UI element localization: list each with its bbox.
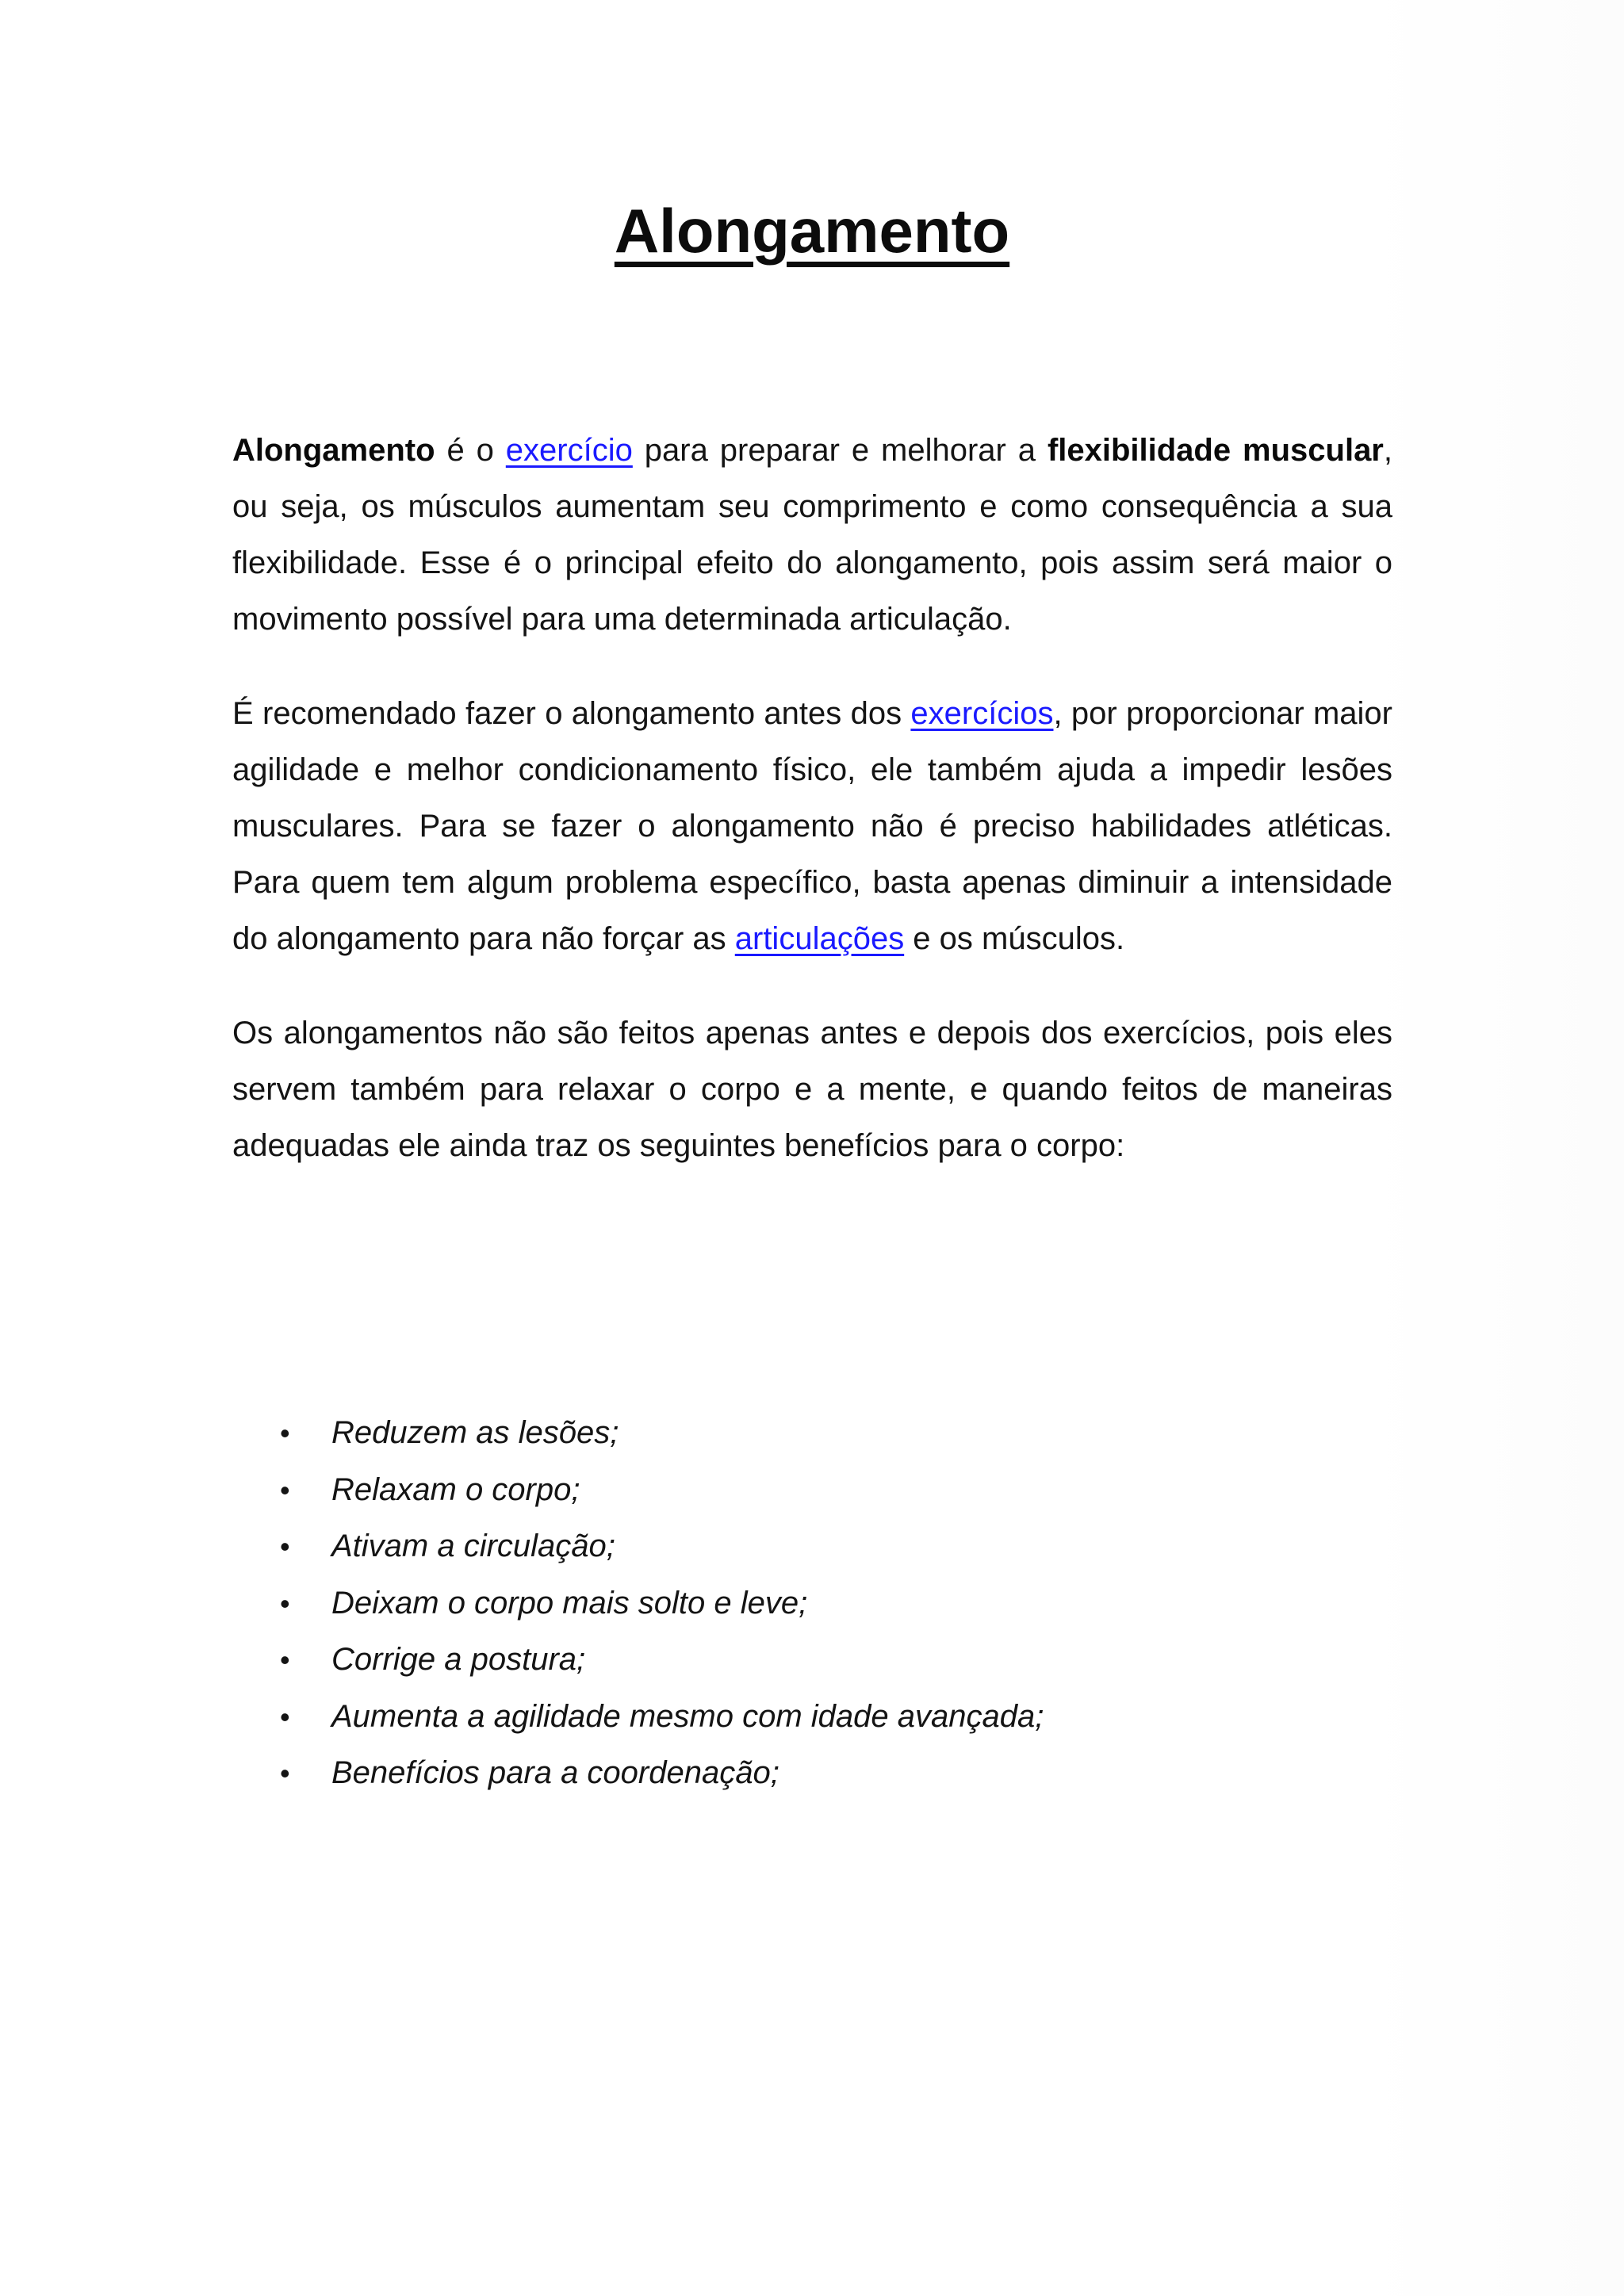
bullet-icon: • <box>280 1644 290 1676</box>
list-item <box>280 1405 1044 1462</box>
paragraph-text: , por proporcionar maior agilidade e melhor condicionamento físico, ele também ajuda a impedir lesões musculares. Para se fazer o alongamento não é preciso habilidades atléticas. Para quem tem algum problema específico, basta apenas diminuir a intensidade do alongamento para não forçar as <box>232 696 1392 956</box>
list-item-text: Aumenta a agilidade mesmo com idade avançada; <box>331 1698 1044 1734</box>
list-item-text: Ativam a circulação; <box>331 1529 615 1563</box>
paragraph-benefits-intro: Os alongamentos não são feitos apenas antes e depois dos exercícios, pois eles servem também para relaxar o corpo e a mente, e quando feitos de maneiras adequadas ele ainda traz os seguintes benefícios para o corpo: <box>232 1016 1392 1163</box>
benefits-list <box>280 1405 1044 1802</box>
paragraph-text: para preparar e melhorar a <box>632 433 1048 468</box>
list-item-text: Reduzem as lesões; <box>331 1415 619 1450</box>
paragraph-definition <box>232 423 1392 648</box>
bullet-icon: • <box>280 1417 290 1449</box>
list-item-text: Corrige a postura; <box>331 1642 586 1677</box>
list-item <box>280 1632 1044 1689</box>
bullet-icon: • <box>280 1530 290 1563</box>
bullet-icon: • <box>280 1700 290 1733</box>
link-exercicios[interactable]: exercícios <box>910 696 1054 731</box>
list-item <box>280 1745 1044 1802</box>
paragraph-recommendation <box>232 686 1392 967</box>
page-title: Alongamento <box>614 196 1010 266</box>
bullet-icon: • <box>280 1586 290 1620</box>
paragraph-text: , ou seja, os músculos aumentam seu comprimento e como consequência a sua flexibilidade. Esse é o principal efeito do alongamento, pois assim será maior o movimento possível para uma determinada articulação. <box>232 433 1393 637</box>
list-item-text: Deixam o corpo mais solto e leve; <box>331 1585 808 1621</box>
link-articulacoes[interactable]: articulações <box>734 921 905 956</box>
document-body <box>232 423 1392 1174</box>
list-item-text: Relaxam o corpo; <box>331 1471 580 1507</box>
list-item-text: Benefícios para a coordenação; <box>331 1755 779 1790</box>
list-item <box>280 1462 1044 1519</box>
list-item <box>280 1689 1044 1746</box>
link-exercicio[interactable]: exercício <box>505 433 633 468</box>
term-bold: Alongamento <box>232 433 435 468</box>
paragraph-text: é o <box>435 433 506 468</box>
flexibility-bold: flexibilidade muscular <box>1047 433 1384 468</box>
list-item <box>280 1575 1044 1632</box>
list-item <box>280 1518 1044 1575</box>
bullet-icon: • <box>280 1473 290 1506</box>
paragraph-text: e os músculos. <box>904 921 1125 956</box>
bullet-icon: • <box>280 1757 290 1789</box>
paragraph-text: É recomendado fazer o alongamento antes dos <box>232 696 911 731</box>
